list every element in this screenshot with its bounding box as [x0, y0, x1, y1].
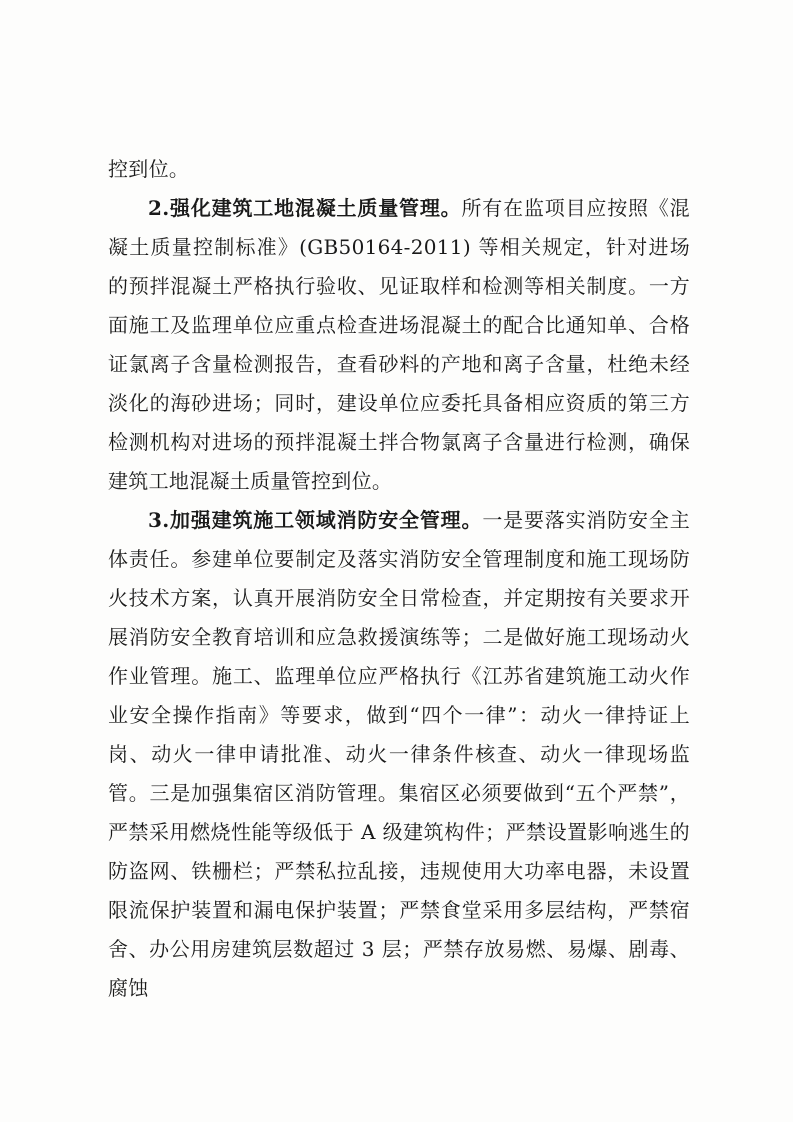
paragraph-heading: 3.加强建筑施工领域消防安全管理。	[148, 508, 483, 532]
paragraph-text: 一是要落实消防安全主体责任。参建单位要制定及落实消防安全管理制度和施工现场防火技术方案，认真开展消防安全日常检查，并定期按有关要求开展消防安全教育培训和应急救援演练等；二是做好施工现场动火作业管理。施工、监理单位应严格执行《江苏省建筑施工动火作业安全操作指南》等要求，做到“四个一律”：动火一律持证上岗、动火一律申请批准、动火一律条件核查、动火一律现场监管。三是加强集宿区消防管理。集宿区必须要做到“五个严禁”，严禁采用燃烧性能等级低于 A 级建筑构件；严禁设置影响逃生的防盗网、铁栅栏；严禁私拉乱接，违规使用大功率电器，未设置限流保护装置和漏电保护装置；严禁食堂采用多层结构，严禁宿舍、办公用房建筑层数超过 3 层；严禁存放易燃、易爆、剧毒、腐蚀	[108, 508, 690, 1000]
paragraph-text: 控到位。	[108, 157, 190, 181]
paragraph-concrete-quality	[108, 189, 690, 501]
paragraph-text: 所有在监项目应按照《混凝土质量控制标准》(GB50164-2011) 等相关规定，针对进场的预拌混凝土严格执行验收、见证取样和检测等相关制度。一方面施工及监理单位应重点检查进场混凝土的配合比通知单、合格证氯离子含量检测报告，查看砂料的产地和离子含量，杜绝未经淡化的海砂进场；同时，建设单位应委托具备相应资质的第三方检测机构对进场的预拌混凝土拌合物氯离子含量进行检测，确保建筑工地混凝土质量管控到位。	[108, 196, 690, 493]
body-text	[108, 150, 690, 1008]
paragraph-heading: 2.强化建筑工地混凝土质量管理。	[148, 196, 462, 220]
paragraph-fire-safety	[108, 501, 690, 1008]
paragraph-continuation	[108, 150, 690, 189]
